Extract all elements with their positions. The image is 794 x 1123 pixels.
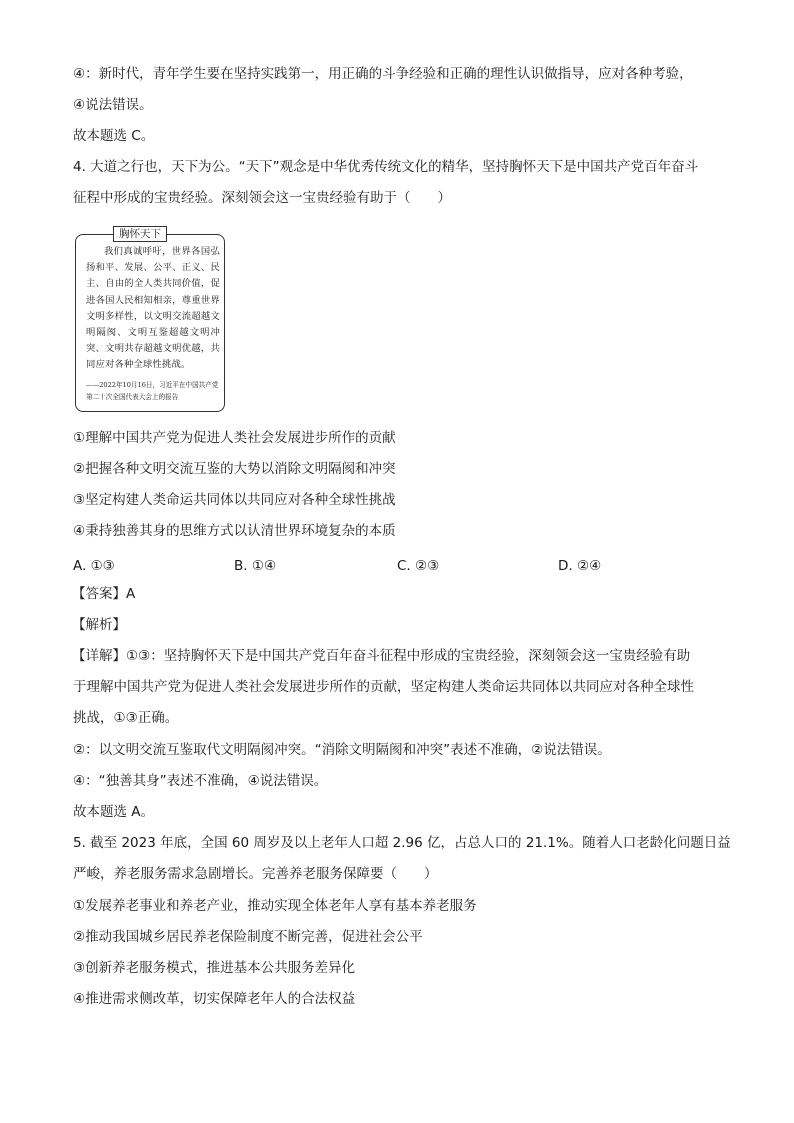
choice-d: D. ②④ (558, 558, 602, 574)
question-5-option: ①发展养老事业和养老产业，推动实现全体老年人享有基本养老服务 (73, 898, 477, 914)
question-4-option: ①理解中国共产党为促进人类社会发展进步所作的贡献 (73, 430, 396, 446)
analysis-line: ④：新时代，青年学生要在坚持实践第一，用正确的斗争经验和正确的理性认识做指导，应对各种考验， (73, 66, 693, 82)
quote-box-title: 胸怀天下 (113, 226, 167, 242)
analysis-label: 【解析】 (72, 617, 126, 633)
answer-label: 【答案】A (72, 586, 136, 602)
question-4-option: ②把握各种文明交流互鉴的大势以消除文明隔阂和冲突 (73, 461, 396, 477)
question-5-option: ④推进需求侧改革，切实保障老年人的合法权益 (73, 991, 356, 1007)
choice-c: C. ②③ (397, 558, 440, 574)
choice-a: A. ①③ (73, 558, 115, 574)
quote-box (75, 228, 225, 412)
detail-explanation: 于理解中国共产党为促进人类社会发展进步所作的贡献，坚定构建人类命运共同体以共同应对各种全球性 (73, 679, 694, 695)
question-5-stem: 严峻，养老服务需求急剧增长。完善养老服务保障要（ ） (73, 866, 438, 882)
question-4-option: ③坚定构建人类命运共同体以共同应对各种全球性挑战 (73, 492, 396, 508)
detail-explanation: 挑战，①③正确。 (73, 710, 179, 726)
detail-explanation: ④：“独善其身”表述不准确，④说法错误。 (73, 773, 328, 789)
question-4-stem: 征程中形成的宝贵经验。深刻领会这一宝贵经验有助于（ ） (73, 190, 451, 206)
answer-conclusion: 故本题选 C。 (73, 128, 155, 144)
analysis-line: ④说法错误。 (73, 97, 153, 113)
choice-b: B. ①④ (234, 558, 277, 574)
question-5-stem: 5. 截至 2023 年底，全国 60 周岁及以上老年人口超 2.96 亿，占总人口的 21.1%。随着人口老龄化问题日益 (73, 835, 731, 851)
answer-conclusion: 故本题选 A。 (73, 804, 155, 820)
question-5-option: ②推动我国城乡居民养老保险制度不断完善，促进社会公平 (73, 929, 423, 945)
question-4-option: ④秉持独善其身的思维方式以认清世界环境复杂的本质 (73, 523, 396, 539)
question-5-option: ③创新养老服务模式，推进基本公共服务差异化 (73, 960, 356, 976)
quote-box-body: 我们真诚呼吁，世界各国弘扬和平、发展、公平、正义、民主、自由的全人类共同价值，促进各国人民相知相亲，尊重世界文明多样性，以文明交流超越文明隔阂、文明互鉴超越文明冲突、文明共存超越文明优越，共同应对各种全球性挑战。 (86, 246, 220, 371)
detail-explanation: ②：以文明交流互鉴取代文明隔阂冲突。“消除文明隔阂和冲突”表述不准确，②说法错误。 (73, 742, 611, 758)
detail-explanation: 【详解】①③：坚持胸怀天下是中国共产党百年奋斗征程中形成的宝贵经验，深刻领会这一宝贵经验有助 (72, 648, 691, 664)
question-4-stem: 4. 大道之行也，天下为公。“天下”观念是中华优秀传统文化的精华，坚持胸怀天下是中国共产党百年奋斗 (73, 159, 699, 175)
quote-box-source: ——2022年10月16日，习近平在中国共产党第二十次全国代表大会上的报告 (86, 381, 219, 401)
